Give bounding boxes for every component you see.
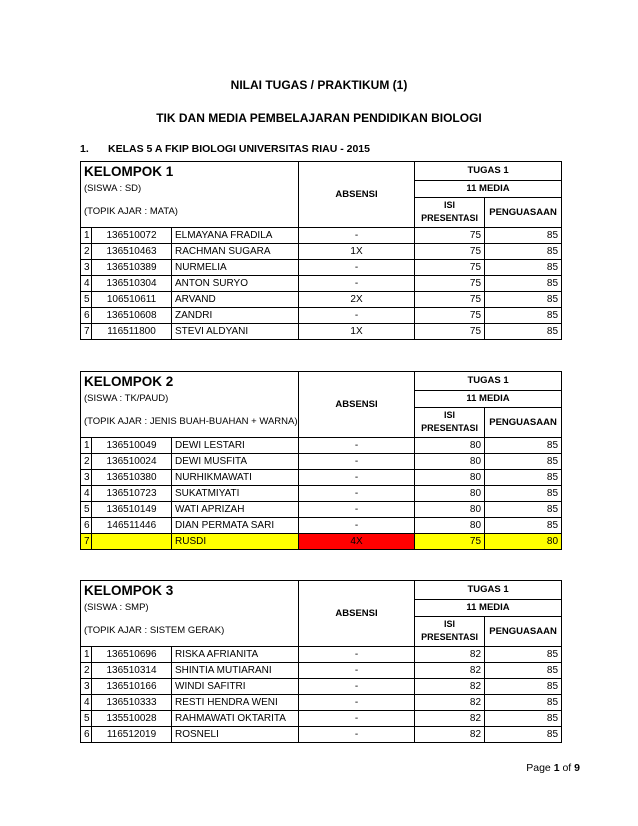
row-number: 4 — [81, 485, 92, 501]
isi-presentasi-header — [415, 407, 485, 437]
row-nama: NURMELIA — [172, 259, 299, 275]
table-row — [81, 259, 562, 275]
row-isi-presentasi: 75 — [415, 259, 485, 275]
row-nim: 136510333 — [92, 694, 172, 710]
group-siswa: (SISWA : SD) — [81, 180, 299, 197]
row-number: 2 — [81, 243, 92, 259]
row-absensi: - — [299, 259, 415, 275]
row-absensi: - — [299, 662, 415, 678]
row-absensi: - — [299, 710, 415, 726]
of-label: of — [562, 762, 572, 774]
row-absensi: - — [299, 469, 415, 485]
row-isi-presentasi: 80 — [415, 469, 485, 485]
row-penguasaan: 85 — [485, 517, 562, 533]
page-subtitle: TIK DAN MEDIA PEMBELAJARAN PENDIDIKAN BIOLOGI — [156, 111, 482, 125]
page-total: 9 — [574, 762, 580, 774]
penguasaan-header: PENGUASAAN — [485, 197, 562, 227]
presentasi-label: PRESENTASI — [421, 423, 478, 433]
row-nim: 136510314 — [92, 662, 172, 678]
isi-presentasi-header — [415, 197, 485, 227]
table-row — [81, 678, 562, 694]
media-header: 11 MEDIA — [415, 390, 562, 407]
row-isi-presentasi: 80 — [415, 437, 485, 453]
row-penguasaan: 80 — [485, 533, 562, 549]
row-nama: RUSDI — [172, 533, 299, 549]
row-isi-presentasi: 75 — [415, 243, 485, 259]
row-penguasaan: 85 — [485, 469, 562, 485]
row-nama: SHINTIA MUTIARANI — [172, 662, 299, 678]
row-isi-presentasi: 75 — [415, 307, 485, 323]
row-isi-presentasi: 75 — [415, 275, 485, 291]
row-nama: ZANDRI — [172, 307, 299, 323]
row-isi-presentasi: 82 — [415, 694, 485, 710]
isi-label: ISI — [444, 619, 456, 629]
row-number: 3 — [81, 469, 92, 485]
row-number: 5 — [81, 710, 92, 726]
row-nim: 136510166 — [92, 678, 172, 694]
row-nim: 116511800 — [92, 323, 172, 339]
row-nim: 135510028 — [92, 710, 172, 726]
row-isi-presentasi: 82 — [415, 678, 485, 694]
row-absensi: 2X — [299, 291, 415, 307]
row-absensi: - — [299, 678, 415, 694]
row-penguasaan: 85 — [485, 662, 562, 678]
row-nama: ELMAYANA FRADILA — [172, 227, 299, 243]
row-number: 6 — [81, 726, 92, 742]
row-absensi: 1X — [299, 323, 415, 339]
row-nim — [92, 533, 172, 549]
isi-presentasi-header — [415, 616, 485, 646]
row-number: 7 — [81, 323, 92, 339]
row-nim: 136510072 — [92, 227, 172, 243]
table-row — [81, 646, 562, 662]
absensi-header: ABSENSI — [299, 162, 415, 228]
row-nim: 106510611 — [92, 291, 172, 307]
row-penguasaan: 85 — [485, 501, 562, 517]
row-isi-presentasi: 80 — [415, 501, 485, 517]
row-nama: WINDI SAFITRI — [172, 678, 299, 694]
group-topik: (TOPIK AJAR : JENIS BUAH-BUAHAN + WARNA) — [81, 407, 299, 437]
row-number: 4 — [81, 275, 92, 291]
row-penguasaan: 85 — [485, 678, 562, 694]
row-isi-presentasi: 82 — [415, 662, 485, 678]
row-isi-presentasi: 82 — [415, 726, 485, 742]
row-absensi: - — [299, 726, 415, 742]
row-nim: 136510608 — [92, 307, 172, 323]
isi-label: ISI — [444, 200, 456, 210]
row-absensi: 4X — [299, 533, 415, 549]
penguasaan-header: PENGUASAAN — [485, 407, 562, 437]
row-penguasaan: 85 — [485, 243, 562, 259]
row-nama: DIAN PERMATA SARI — [172, 517, 299, 533]
row-nama: ROSNELI — [172, 726, 299, 742]
row-absensi: - — [299, 485, 415, 501]
row-nama: NURHIKMAWATI — [172, 469, 299, 485]
table-row — [81, 307, 562, 323]
row-nama: DEWI MUSFITA — [172, 453, 299, 469]
row-isi-presentasi: 80 — [415, 485, 485, 501]
isi-label: ISI — [444, 410, 456, 420]
row-absensi: - — [299, 275, 415, 291]
row-number: 1 — [81, 437, 92, 453]
row-nim: 136510723 — [92, 485, 172, 501]
row-penguasaan: 85 — [485, 726, 562, 742]
page-footer — [526, 762, 580, 774]
row-number: 6 — [81, 517, 92, 533]
row-nim: 136510380 — [92, 469, 172, 485]
row-nama: RAHMAWATI OKTARITA — [172, 710, 299, 726]
row-isi-presentasi: 82 — [415, 710, 485, 726]
page-number: 1 — [553, 762, 560, 774]
media-header: 11 MEDIA — [415, 180, 562, 197]
row-penguasaan: 85 — [485, 227, 562, 243]
row-number: 4 — [81, 694, 92, 710]
row-nim: 136510696 — [92, 646, 172, 662]
kelompok-table — [80, 580, 562, 743]
table-row — [81, 710, 562, 726]
section-text: KELAS 5 A FKIP BIOLOGI UNIVERSITAS RIAU - 2015 — [108, 143, 370, 155]
row-nim: 136510389 — [92, 259, 172, 275]
row-absensi: - — [299, 437, 415, 453]
row-number: 1 — [81, 646, 92, 662]
table-row — [81, 243, 562, 259]
row-nim: 136510024 — [92, 453, 172, 469]
row-isi-presentasi: 75 — [415, 533, 485, 549]
row-number: 3 — [81, 259, 92, 275]
group-name: KELOMPOK 3 — [81, 581, 299, 600]
row-penguasaan: 85 — [485, 323, 562, 339]
row-nama: RISKA AFRIANITA — [172, 646, 299, 662]
row-isi-presentasi: 75 — [415, 291, 485, 307]
table-row — [81, 291, 562, 307]
kelompok-table — [80, 161, 562, 340]
row-absensi: - — [299, 694, 415, 710]
table-row — [81, 517, 562, 533]
row-penguasaan: 85 — [485, 275, 562, 291]
table-row — [81, 275, 562, 291]
row-penguasaan: 85 — [485, 259, 562, 275]
page-label: Page — [526, 762, 551, 774]
tugas-header: TUGAS 1 — [415, 581, 562, 600]
row-absensi: - — [299, 646, 415, 662]
section-heading — [80, 143, 370, 155]
row-penguasaan: 85 — [485, 710, 562, 726]
table-row — [81, 453, 562, 469]
row-number: 6 — [81, 307, 92, 323]
row-nama: RESTI HENDRA WENI — [172, 694, 299, 710]
row-nim: 116512019 — [92, 726, 172, 742]
row-nim: 146511446 — [92, 517, 172, 533]
row-number: 3 — [81, 678, 92, 694]
page-title: NILAI TUGAS / PRAKTIKUM (1) — [230, 78, 408, 92]
section-number: 1. — [80, 143, 89, 155]
media-header: 11 MEDIA — [415, 599, 562, 616]
group-topik: (TOPIK AJAR : SISTEM GERAK) — [81, 616, 299, 646]
row-penguasaan: 85 — [485, 291, 562, 307]
row-nama: SUKATMIYATI — [172, 485, 299, 501]
row-isi-presentasi: 82 — [415, 646, 485, 662]
absensi-header: ABSENSI — [299, 372, 415, 438]
penguasaan-header: PENGUASAAN — [485, 616, 562, 646]
row-nim: 136510049 — [92, 437, 172, 453]
row-number: 7 — [81, 533, 92, 549]
row-penguasaan: 85 — [485, 437, 562, 453]
presentasi-label: PRESENTASI — [421, 632, 478, 642]
row-penguasaan: 85 — [485, 485, 562, 501]
row-nama: ANTON SURYO — [172, 275, 299, 291]
presentasi-label: PRESENTASI — [421, 213, 478, 223]
row-absensi: - — [299, 227, 415, 243]
row-absensi: - — [299, 517, 415, 533]
row-nama: STEVI ALDYANI — [172, 323, 299, 339]
absensi-header: ABSENSI — [299, 581, 415, 647]
row-number: 1 — [81, 227, 92, 243]
kelompok-table — [80, 371, 562, 550]
tugas-header: TUGAS 1 — [415, 162, 562, 181]
group-topik: (TOPIK AJAR : MATA) — [81, 197, 299, 227]
table-row — [81, 469, 562, 485]
row-penguasaan: 85 — [485, 646, 562, 662]
group-name: KELOMPOK 1 — [81, 162, 299, 181]
row-penguasaan: 85 — [485, 453, 562, 469]
row-nim: 136510304 — [92, 275, 172, 291]
row-isi-presentasi: 75 — [415, 323, 485, 339]
row-penguasaan: 85 — [485, 694, 562, 710]
row-nama: ARVAND — [172, 291, 299, 307]
group-siswa: (SISWA : TK/PAUD) — [81, 390, 299, 407]
row-nim: 136510149 — [92, 501, 172, 517]
row-absensi: - — [299, 453, 415, 469]
group-name: KELOMPOK 2 — [81, 372, 299, 391]
row-nim: 136510463 — [92, 243, 172, 259]
row-absensi: - — [299, 307, 415, 323]
row-nama: WATI APRIZAH — [172, 501, 299, 517]
table-row — [81, 501, 562, 517]
table-row — [81, 726, 562, 742]
table-row — [81, 323, 562, 339]
row-absensi: - — [299, 501, 415, 517]
table-row — [81, 662, 562, 678]
table-row — [81, 485, 562, 501]
table-row — [81, 437, 562, 453]
row-nama: RACHMAN SUGARA — [172, 243, 299, 259]
table-row — [81, 227, 562, 243]
row-nama: DEWI LESTARI — [172, 437, 299, 453]
row-isi-presentasi: 80 — [415, 453, 485, 469]
group-siswa: (SISWA : SMP) — [81, 599, 299, 616]
row-number: 5 — [81, 501, 92, 517]
row-penguasaan: 85 — [485, 307, 562, 323]
row-isi-presentasi: 80 — [415, 517, 485, 533]
row-absensi: 1X — [299, 243, 415, 259]
table-row — [81, 533, 562, 549]
row-number: 5 — [81, 291, 92, 307]
row-number: 2 — [81, 662, 92, 678]
tugas-header: TUGAS 1 — [415, 372, 562, 391]
row-number: 2 — [81, 453, 92, 469]
row-isi-presentasi: 75 — [415, 227, 485, 243]
table-row — [81, 694, 562, 710]
